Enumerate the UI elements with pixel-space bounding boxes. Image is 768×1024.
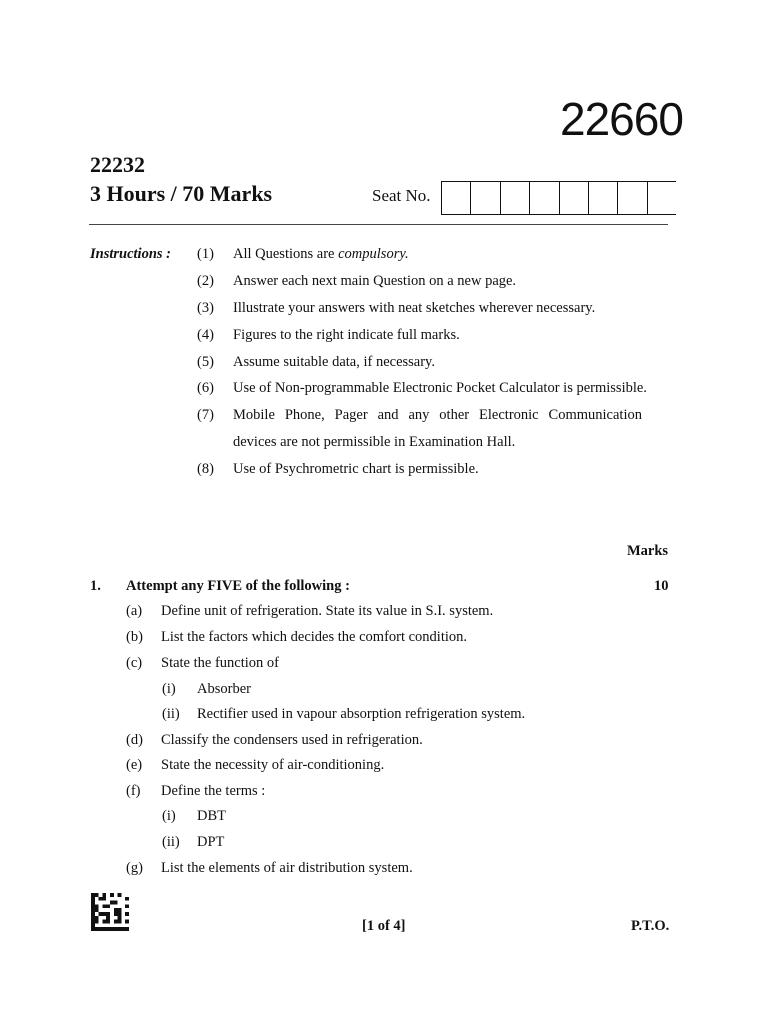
- instruction-number: (2): [197, 273, 214, 289]
- instruction-number: (1): [197, 246, 214, 262]
- seat-number-cell[interactable]: [471, 182, 500, 214]
- sub-question-letter: (c): [126, 655, 143, 671]
- seat-number-cell[interactable]: [589, 182, 618, 214]
- instruction-text: Use of Psychrometric chart is permissible.: [233, 461, 479, 477]
- sub-question-letter: (a): [126, 603, 143, 619]
- sub-question-text: List the factors which decides the comfort condition.: [161, 629, 468, 645]
- instruction-number: (7): [197, 407, 214, 423]
- sub-question-text: State the function of: [161, 655, 279, 671]
- sub-item-number: (i): [162, 808, 176, 824]
- seat-number-cell[interactable]: [501, 182, 530, 214]
- sub-question-text: Classify the condensers used in refrigeration.: [161, 732, 423, 748]
- instruction-number: (5): [197, 354, 214, 370]
- sub-question-letter: (e): [126, 757, 143, 773]
- sub-question-text: List the elements of air distribution system.: [161, 860, 413, 876]
- question-title: Attempt any FIVE of the following :: [126, 578, 350, 594]
- instruction-text: Figures to the right indicate full marks.: [233, 327, 460, 343]
- seat-number-cell[interactable]: [530, 182, 559, 214]
- paper-code: 22660: [560, 93, 683, 145]
- sub-question-letter: (b): [126, 629, 143, 645]
- instruction-text: Illustrate your answers with neat sketches wherever necessary.: [233, 300, 596, 316]
- instruction-number: (4): [197, 327, 214, 343]
- marks-column-heading: Marks: [627, 543, 669, 559]
- sub-question-letter: (f): [126, 783, 141, 799]
- sub-item-text: Rectifier used in vapour absorption refrigeration system.: [197, 706, 526, 722]
- question-marks: 10: [654, 578, 669, 594]
- instruction-number: (8): [197, 461, 214, 477]
- instruction-text-continued: devices are not permissible in Examination Hall.: [233, 434, 516, 450]
- sub-question-letter: (g): [126, 860, 143, 876]
- sub-item-number: (ii): [162, 706, 180, 722]
- sub-item-text: Absorber: [197, 681, 251, 697]
- sub-item-text: DBT: [197, 808, 226, 824]
- sub-item-text: DPT: [197, 834, 225, 850]
- sub-question-text: Define the terms :: [161, 783, 266, 799]
- seat-number-cell[interactable]: [560, 182, 589, 214]
- seat-number-boxes[interactable]: [441, 181, 676, 215]
- instructions-label: Instructions :: [90, 246, 171, 262]
- header-divider: [89, 224, 668, 225]
- instruction-text: All Questions are compulsory.: [233, 246, 409, 262]
- page-indicator: [1 of 4]: [362, 918, 406, 934]
- seat-number-cell[interactable]: [442, 182, 471, 214]
- subject-code: 22232: [90, 152, 145, 177]
- instruction-text: Assume suitable data, if necessary.: [233, 354, 435, 370]
- seat-number-cell[interactable]: [648, 182, 676, 214]
- seat-number-cell[interactable]: [618, 182, 647, 214]
- sub-question-text: State the necessity of air-conditioning.: [161, 757, 385, 773]
- instruction-text: Answer each next main Question on a new page.: [233, 273, 517, 289]
- sub-question-letter: (d): [126, 732, 143, 748]
- instruction-number: (3): [197, 300, 214, 316]
- datamatrix-code-icon: [91, 893, 129, 931]
- sub-item-number: (ii): [162, 834, 180, 850]
- instruction-text: Mobile Phone, Pager and any other Electronic Communication: [233, 407, 642, 423]
- seat-number-label: Seat No.: [372, 186, 431, 205]
- instruction-text: Use of Non-programmable Electronic Pocket Calculator is permissible.: [233, 380, 647, 396]
- instruction-number: (6): [197, 380, 214, 396]
- question-number: 1.: [90, 578, 101, 594]
- sub-question-text: Define unit of refrigeration. State its value in S.I. system.: [161, 603, 494, 619]
- sub-item-number: (i): [162, 681, 176, 697]
- please-turn-over: P.T.O.: [631, 918, 670, 934]
- duration-marks: 3 Hours / 70 Marks: [90, 181, 273, 206]
